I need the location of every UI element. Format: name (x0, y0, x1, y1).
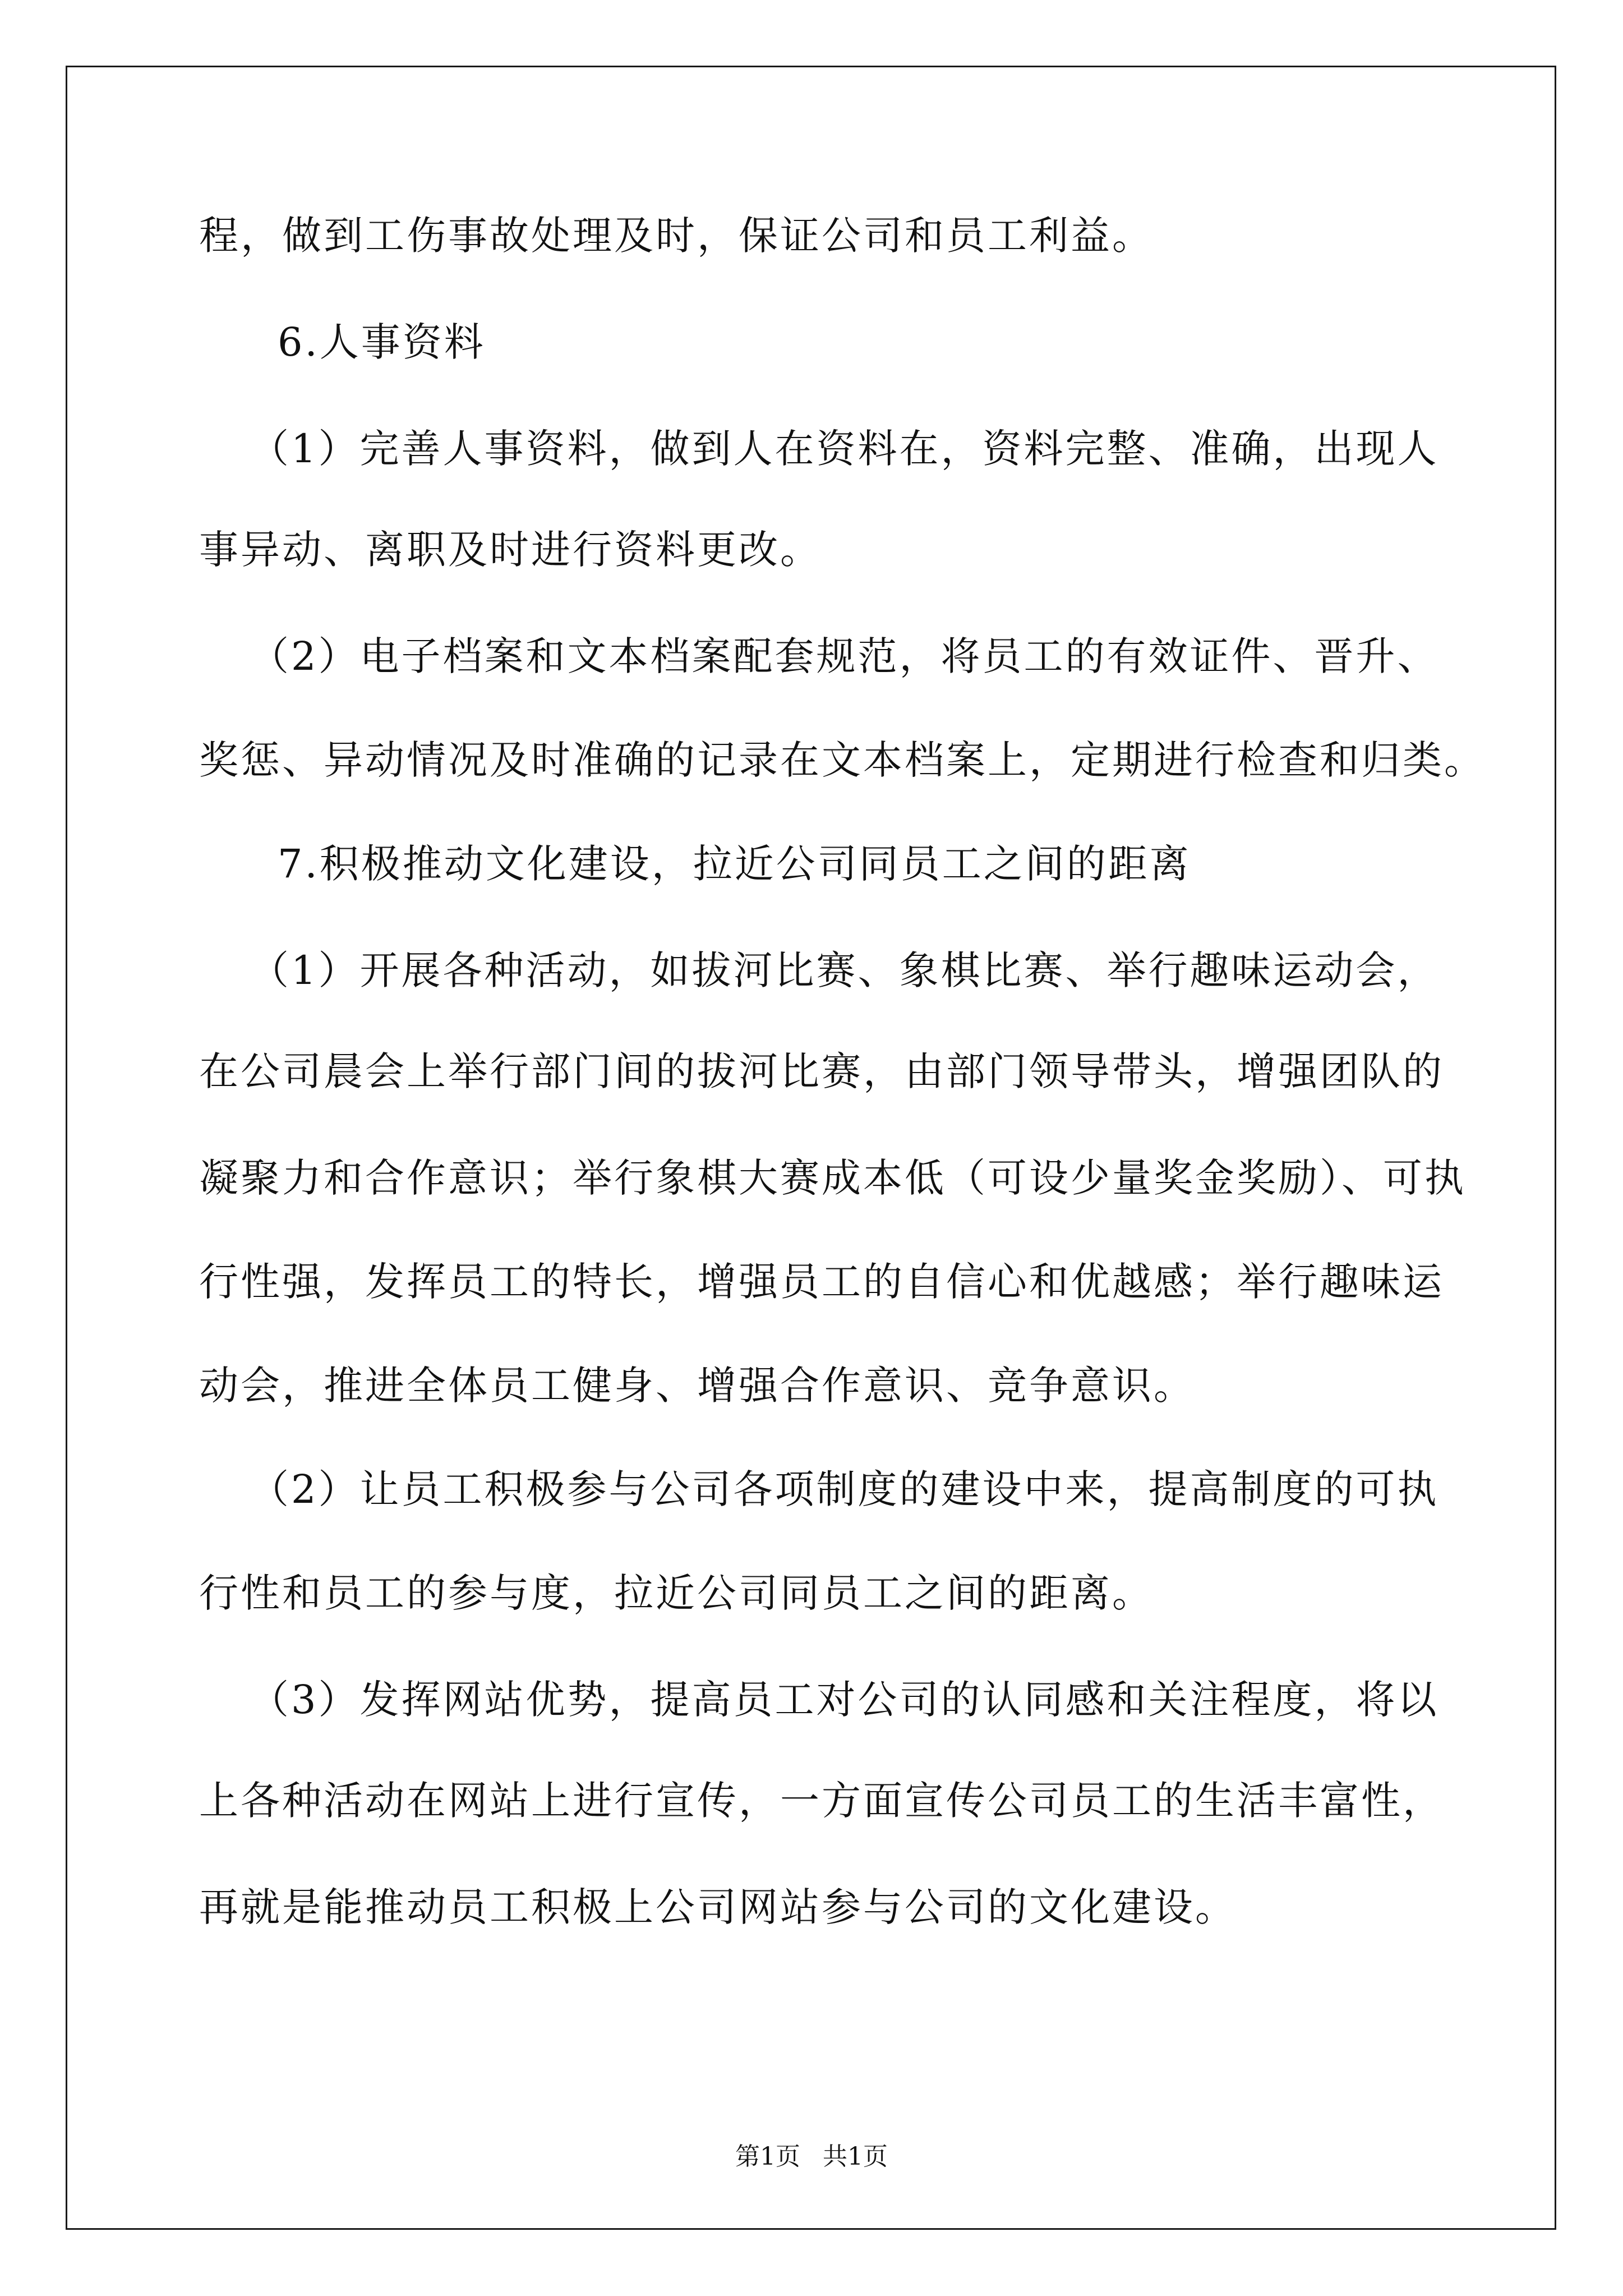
page-total: 共1页 (823, 2142, 888, 2171)
text-line: 行性和员工的参与度，拉近公司同员工之间的距离。 (199, 1570, 1154, 1616)
text-line: 在公司晨会上举行部门间的拔河比赛，由部门领导带头，增强团队的 (199, 1048, 1444, 1094)
section-heading: 7.积极推动文化建设，拉近公司同员工之间的距离 (278, 841, 1191, 887)
text-line: 奖惩、异动情况及时准确的记录在文本档案上，定期进行检查和归类。 (199, 737, 1486, 783)
page-number: 第1页 (735, 2142, 800, 2171)
text-line: 上各种活动在网站上进行宣传，一方面宣传公司员工的生活丰富性， (199, 1778, 1444, 1824)
text-line: 再就是能推动员工积极上公司网站参与公司的文化建设。 (199, 1884, 1237, 1930)
text-line: 动会，推进全体员工健身、增强合作意识、竞争意识。 (199, 1363, 1195, 1409)
page-footer (0, 2140, 1623, 2174)
text-line: 事异动、离职及时进行资料更改。 (199, 527, 822, 573)
text-line: 行性强，发挥员工的特长，增强员工的自信心和优越感；举行趣味运 (199, 1259, 1444, 1305)
text-line: （3）发挥网站优势，提高员工对公司的认同感和关注程度，将以 (250, 1677, 1439, 1723)
text-line: （1）完善人事资料，做到人在资料在，资料完整、准确，出现人 (250, 426, 1439, 472)
text-line: （1）开展各种活动，如拔河比赛、象棋比赛、举行趣味运动会， (250, 947, 1439, 993)
text-line: （2）让员工积极参与公司各项制度的建设中来，提高制度的可执 (250, 1466, 1439, 1512)
text-line: 凝聚力和合作意识；举行象棋大赛成本低（可设少量奖金奖励）、可执 (199, 1155, 1466, 1201)
text-line: （2）电子档案和文本档案配套规范，将员工的有效证件、晋升、 (250, 633, 1439, 679)
section-heading: 6.人事资料 (278, 319, 486, 365)
text-line: 程，做到工伤事故处理及时，保证公司和员工利益。 (199, 213, 1154, 259)
